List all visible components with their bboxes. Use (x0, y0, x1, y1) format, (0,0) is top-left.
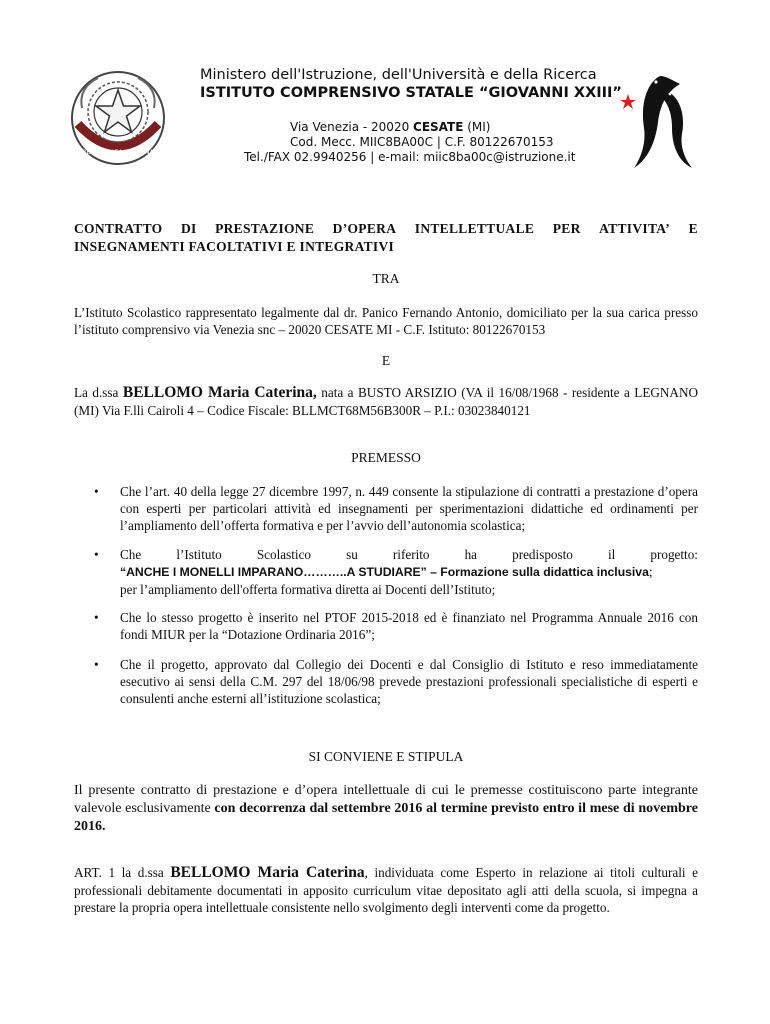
word: su (346, 547, 358, 562)
ministry-name: Ministero dell'Istruzione, dell'Università e della Ricerca (200, 67, 597, 83)
word: il (607, 547, 616, 562)
contract-period: con decorrenza dal settembre 2016 al termine previsto entro il mese di novembre 2016. (74, 801, 698, 834)
premise-item-1 (94, 483, 698, 534)
party-institute: L’Istituto Scolastico rappresentato legalmente dal dr. Panico Fernando Antonio, domiciliato per la sua carica presso l’istituto comprensivo via Venezia snc – 20020 CESATE MI - C.F. Istituto: 80122670153 (74, 305, 698, 337)
bullet-dot: • (94, 610, 99, 625)
word: predisposto (512, 547, 573, 562)
article-1-prefix: ART. 1 la d.ssa (74, 865, 171, 880)
title-word: PRESTAZIONE (215, 221, 315, 236)
school-codes: Cod. Mecc. MIIC8BA00C | C.F. 80122670153 (290, 135, 554, 149)
title-line-1 (74, 220, 698, 238)
title-word: DI (180, 221, 197, 236)
section-tra: TRA (372, 271, 400, 286)
section-premesso: PREMESSO (351, 450, 421, 465)
bullet-dot: • (94, 657, 99, 672)
school-name: ISTITUTO COMPRENSIVO STATALE “GIOVANNI XXIII” (200, 85, 622, 101)
premise-text: Che il progetto, approvato dal Collegio dei Docenti e dal Consiglio di Istituto e reso immediatamente esecutivo ai sensi della C.M. 297 del 18/06/98 prevede prestazioni professionali specialistiche di esperti e consulenti anche esterni all’istituzione scolastica; (120, 657, 698, 706)
contract-title (74, 220, 698, 256)
bullet-dot: • (94, 547, 99, 562)
word: l’Istituto (176, 547, 222, 562)
address-suffix: (MI) (463, 120, 491, 134)
premise-rest: per l’ampliamento dell'offerta formativa diretta ai Docenti dell’Istituto; (120, 582, 496, 597)
bullet-dot: • (94, 484, 99, 499)
school-address (200, 120, 620, 135)
title-word: INTELLETTUALE (414, 221, 535, 236)
premise-item-3 (94, 609, 698, 643)
party-expert-details: nata a BUSTO ARSIZIO (VA il 16/08/1968 - residente a LEGNANO (MI) Via F.lli Cairoli 4 – Codice Fiscale: BLLMCT68M56B300R – P.I.: 03023840121 (74, 385, 699, 418)
semicolon: ; (648, 564, 653, 579)
title-line-2: INSEGNAMENTI FACOLTATIVI E INTEGRATIVI (74, 239, 395, 254)
party-expert-prefix: La d.ssa (74, 385, 123, 400)
article-1-text: , individuata come Esperto in relazione ai titoli culturali e professionali debitamente documentati in apposito curriculum vitae depositato agli atti della scuola, si impegna a prestare la propria opera intellettuale consistente nello svolgimento degli interventi come da progetto. (74, 865, 698, 915)
article-1 (74, 864, 698, 917)
republic-emblem-icon (68, 68, 168, 168)
title-word: CONTRATTO (74, 221, 163, 236)
premise-text: Che l’art. 40 della legge 27 dicembre 1997, n. 449 consente la stipulazione di contratti a prestazione d’opera con esperti per particolari attività ed insegnamenti per sperimentazioni didattiche ed ordinamenti per l’ampliamento dell’offerta formativa e per l’avvio dell’autonomia scolastica; (120, 484, 698, 533)
school-info (200, 66, 620, 165)
premise-first-line (120, 546, 698, 563)
word: Che (120, 547, 142, 562)
contract-terms (74, 782, 698, 836)
premise-text: Che lo stesso progetto è inserito nel PTOF 2015-2018 ed è finanziato nel Programma Annuale 2016 con fondi MIUR per la “Dotazione Ordinaria 2016”; (120, 610, 698, 642)
title-word: ATTIVITA’ (599, 221, 671, 236)
swallows-logo-icon (620, 72, 700, 172)
word: ha (464, 547, 478, 562)
project-title: “ANCHE I MONELLI IMPARANO………..A STUDIARE” – Formazione sulla didattica inclusiva (120, 565, 649, 579)
school-contact: Tel./FAX 02.9940256 | e-mail: miic8ba00c@istruzione.it (244, 150, 576, 164)
contract-terms-text: Il presente contratto di prestazione e d’opera intellettuale di cui le premesse costituiscono parte integrante valevole esclusivamente (74, 783, 698, 816)
letterhead (60, 62, 710, 174)
article-1-name: BELLOMO Maria Caterina (170, 864, 365, 881)
address-prefix: Via Venezia - 20020 (290, 120, 414, 134)
title-word: D’OPERA (332, 221, 397, 236)
word: Scolastico (256, 547, 312, 562)
section-e: E (381, 353, 391, 368)
premise-text (120, 546, 698, 598)
section-conviene: SI CONVIENE E STIPULA (308, 749, 464, 764)
title-word: E (688, 221, 698, 236)
title-word: PER (552, 221, 581, 236)
premise-item-4 (94, 656, 698, 707)
premise-item-2 (94, 546, 698, 598)
party-expert (74, 384, 698, 420)
word: progetto: (650, 547, 698, 562)
word: riferito (392, 547, 430, 562)
address-city: CESATE (413, 120, 464, 134)
expert-name: BELLOMO Maria Caterina, (122, 384, 317, 401)
emblem-ring-text: REPUBBLICA ITALIANA (82, 148, 154, 156)
project-title-line (120, 563, 698, 581)
